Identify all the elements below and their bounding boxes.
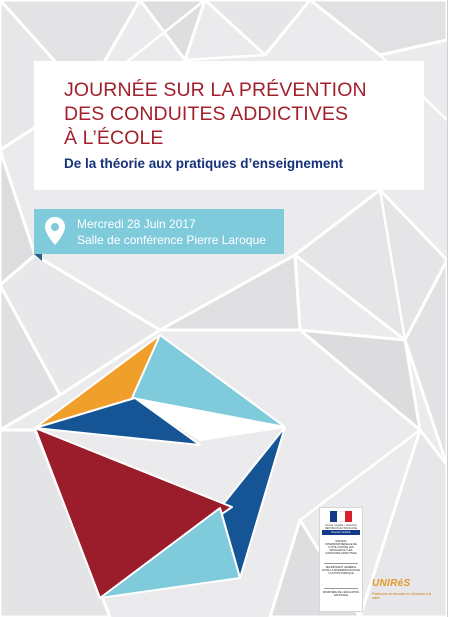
- ministry-label: MINISTÈRE DE L’ÉDUCATION NATIONALE: [322, 591, 360, 597]
- logo-divider: [324, 563, 358, 564]
- event-title-line-2: DES CONDUITES ADDICTIVES: [64, 103, 349, 125]
- date-venue-banner: [34, 209, 284, 254]
- logo-divider: [324, 588, 358, 589]
- unires-name: UNIRéS: [372, 578, 411, 589]
- prime-minister-label: Premier ministre: [322, 530, 360, 535]
- banner-fold: [34, 254, 42, 261]
- mildeca-label: MISSION INTERMINISTÉRIELLE DE LUTTE CONTRE LES DROGUES ET LES CONDUITES ADDICTIVES: [325, 540, 357, 555]
- event-title: [64, 78, 414, 150]
- republic-motto: Liberté • Égalité • Fraternité RÉPUBLIQUE FRANÇAISE: [324, 524, 358, 530]
- map-pin-icon: [44, 216, 66, 246]
- event-title-line-3: À L’ÉCOLE: [64, 127, 164, 149]
- event-title-line-1: JOURNÉE SUR LA PRÉVENTION: [64, 79, 367, 101]
- french-flag-icon: [330, 511, 352, 522]
- page-edge: [447, 0, 455, 617]
- government-logo-block: [319, 507, 363, 612]
- event-venue: Salle de conférence Pierre Laroque: [77, 233, 266, 247]
- sgmap-label: SECRÉTARIAT GÉNÉRAL POUR LA MODERNISATION DE L’ACTION PUBLIQUE: [322, 566, 360, 575]
- unires-tagline: Plateforme de formation en éducation à la santé: [372, 592, 432, 600]
- event-subtitle: De la théorie aux pratiques d’enseignement: [64, 156, 344, 171]
- event-date: Mercredi 28 Juin 2017: [77, 217, 196, 231]
- title-box: [34, 61, 424, 190]
- unires-logo: [372, 578, 434, 612]
